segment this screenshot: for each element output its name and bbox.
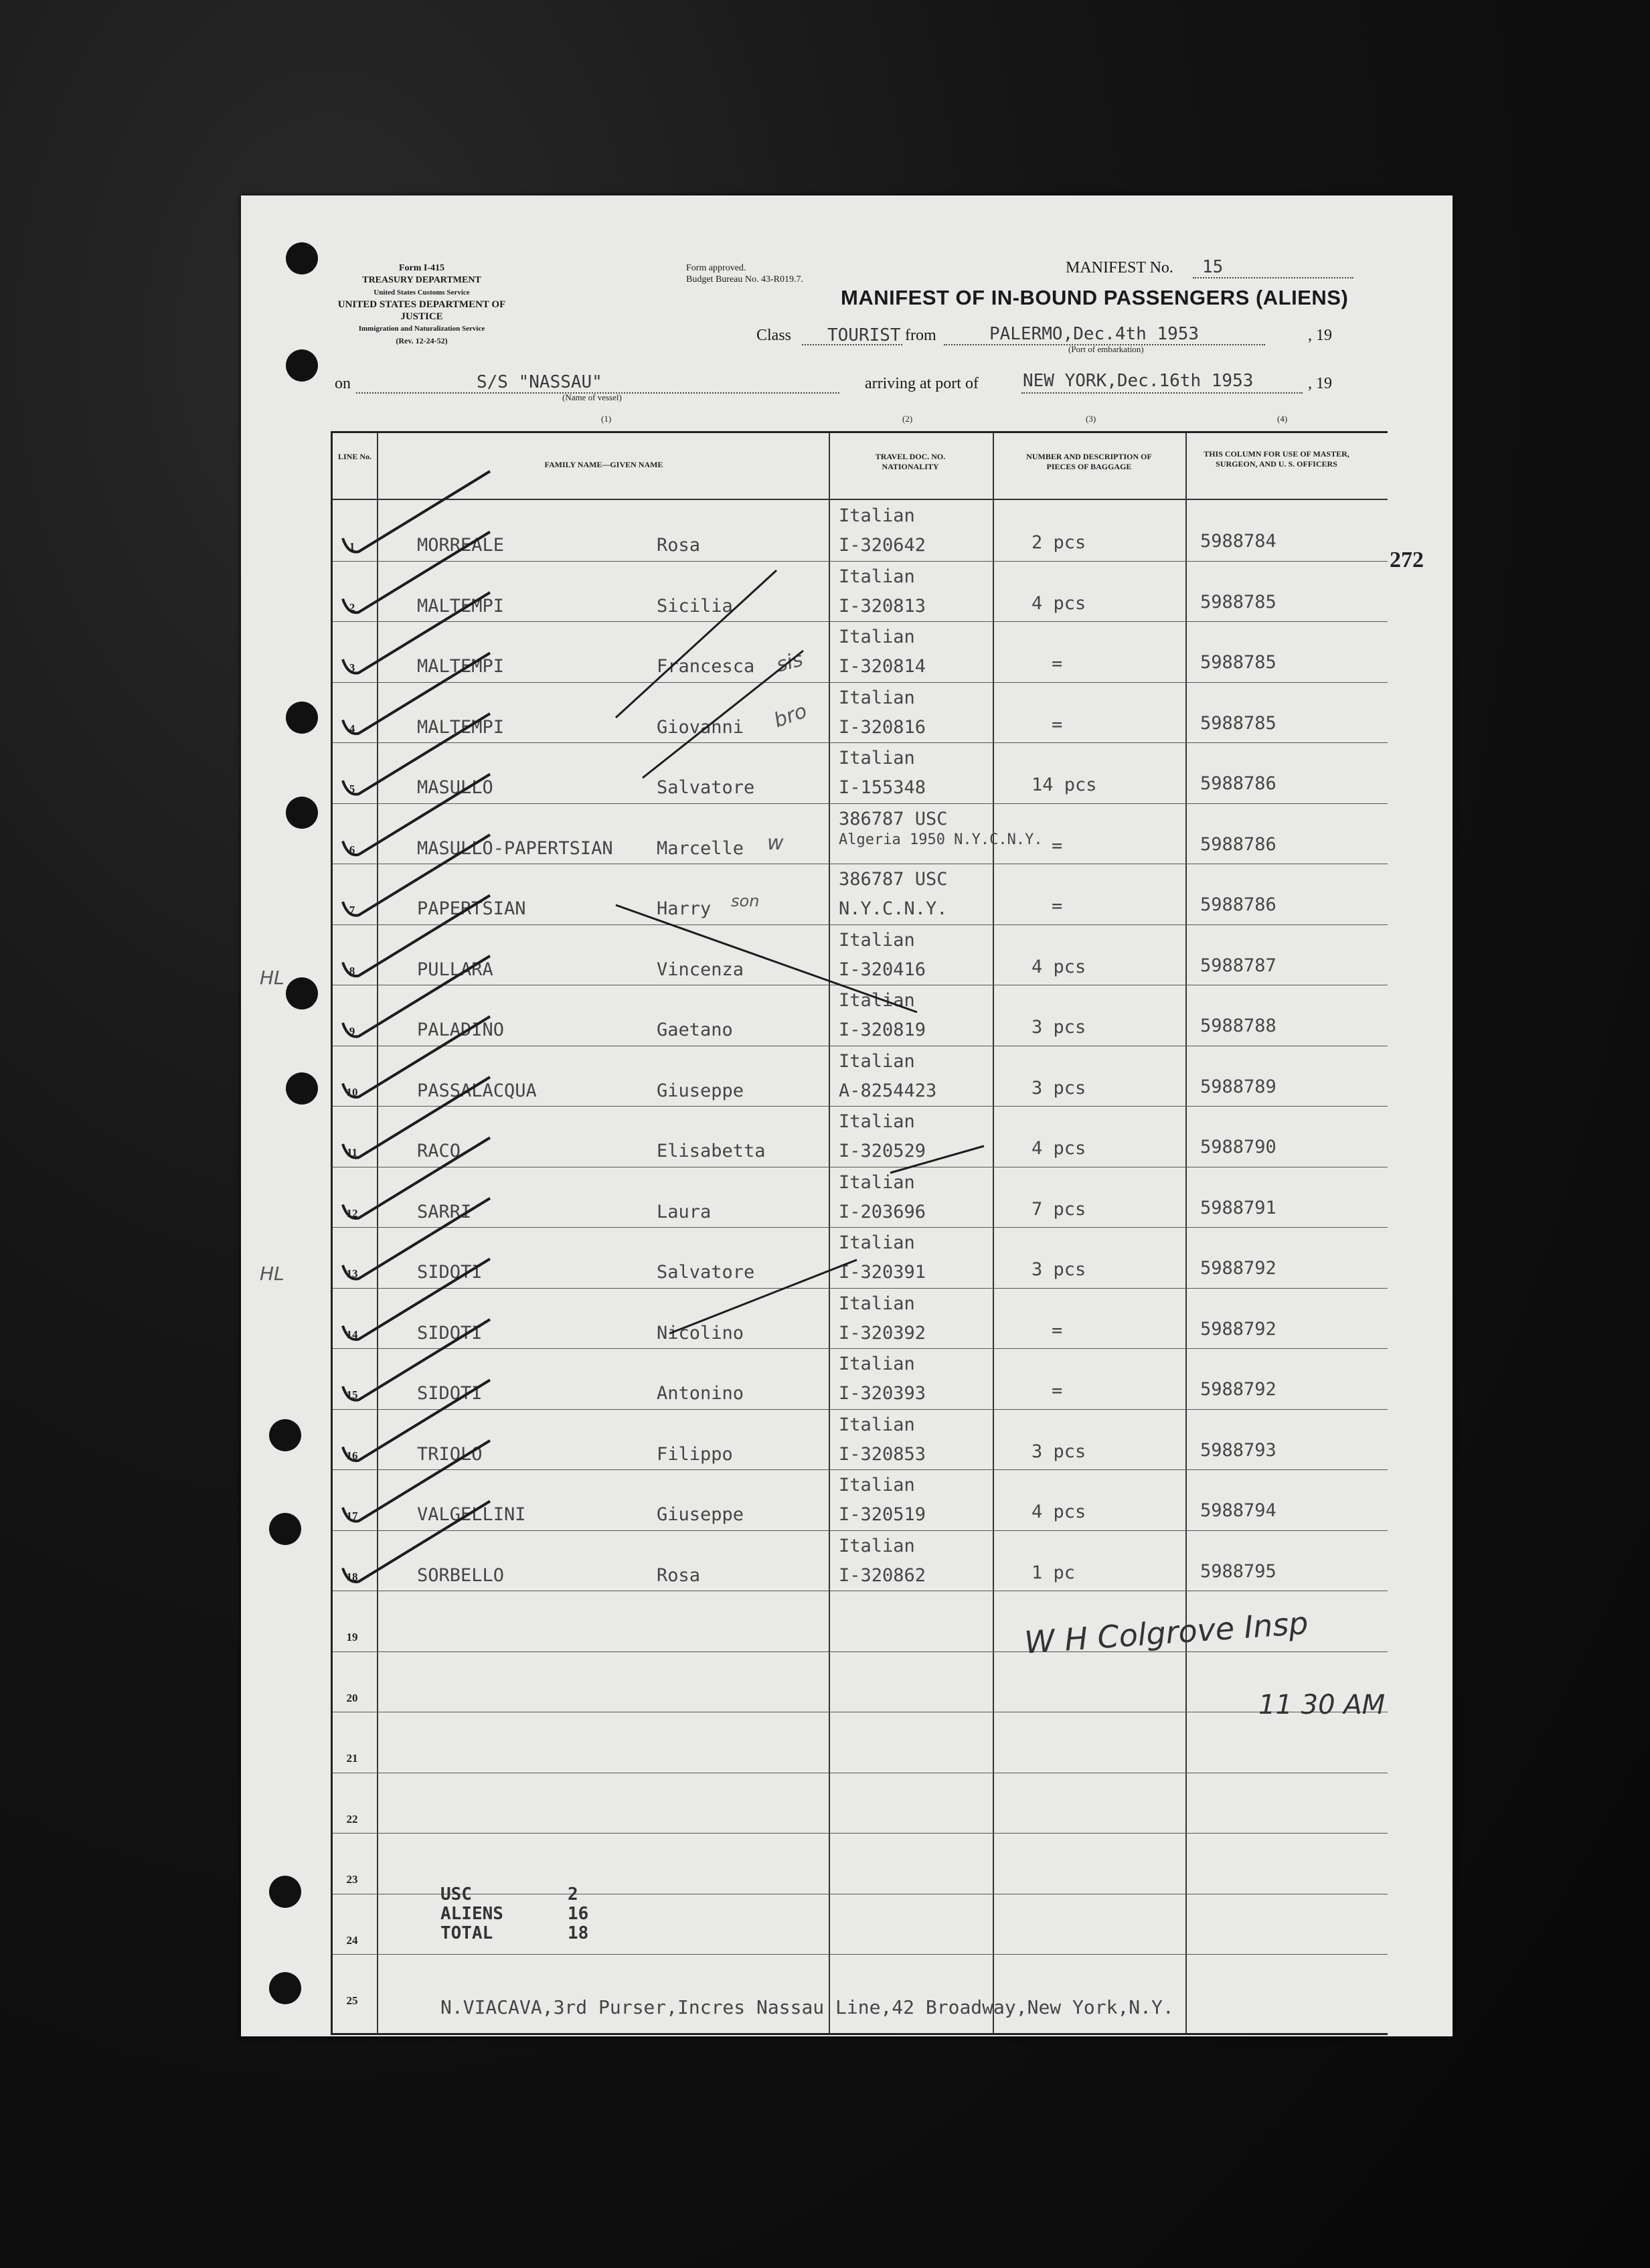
officer-number: 5988794 (1200, 1500, 1276, 1521)
line-number: 21 (346, 1752, 358, 1765)
travel-doc-no: I-320391 (839, 1262, 926, 1283)
family-name: MALTEMPI (417, 716, 505, 738)
given-name: Rosa (657, 535, 701, 556)
manifest-title: MANIFEST OF IN-BOUND PASSENGERS (ALIENS) (841, 286, 1349, 309)
row-rule (333, 1530, 1388, 1531)
vessel-note: (Name of vessel) (562, 392, 622, 402)
family-name: PALADINO (417, 1020, 505, 1040)
annotation-w: w (767, 831, 784, 855)
nationality: Italian (839, 1414, 915, 1435)
page-ref-number: 272 (1390, 548, 1424, 572)
baggage: 3 pcs (1032, 1017, 1086, 1038)
baggage: = (1052, 714, 1063, 735)
line-number: 7 (349, 904, 355, 916)
nationality: Italian (839, 1475, 915, 1495)
travel-doc-no: I-320819 (839, 1020, 926, 1040)
col-num-1: (1) (601, 414, 612, 424)
line-number: 20 (346, 1691, 358, 1704)
customs-service: United States Customs Service (374, 289, 470, 297)
passenger-table (331, 431, 1388, 2035)
nationality: Italian (839, 1354, 915, 1374)
family-name: RACO (417, 1141, 461, 1161)
aliens-label: ALIENS (440, 1904, 503, 1924)
row-rule (333, 803, 1388, 804)
arrival-value: NEW YORK,Dec.16th 1953 (1023, 371, 1254, 391)
given-name: Antonino (657, 1383, 744, 1404)
officer-number: 5988786 (1200, 833, 1276, 855)
nationality: Italian (839, 748, 915, 768)
line-number: 16 (346, 1449, 358, 1462)
family-name: MORREALE (417, 535, 505, 556)
officer-number: 5988785 (1200, 712, 1276, 734)
line-number: 23 (346, 1873, 358, 1886)
line-number: 2 (349, 600, 355, 614)
header-line-no: LINE No. (337, 452, 372, 461)
travel-doc-no: I-320853 (839, 1443, 926, 1465)
nationality: Italian (839, 990, 915, 1011)
line-number: 4 (349, 722, 355, 735)
officer-number: 5988786 (1200, 773, 1276, 794)
year-suffix: , 19 (1308, 327, 1332, 344)
travel-doc-no: N.Y.C.N.Y. (839, 898, 948, 919)
officer-number: 5988785 (1200, 652, 1276, 673)
manifest-sheet (241, 195, 1453, 2036)
treasury-dept: TREASURY DEPARTMENT (362, 275, 481, 285)
punch-hole (286, 242, 318, 274)
row-rule (333, 1954, 1388, 1955)
budget-text: Budget Bureau No. 43-R019.7. (686, 274, 803, 285)
nationality: Italian (839, 1232, 915, 1253)
row-rule (333, 1409, 1388, 1410)
travel-doc-no: I-320813 (839, 595, 926, 617)
nationality: Italian (839, 1171, 915, 1193)
line-number: 3 (349, 661, 355, 674)
header-travel: TRAVEL DOC. NO. NATIONALITY (875, 452, 946, 471)
row-rule (333, 742, 1388, 743)
nationality: Italian (839, 1293, 915, 1314)
punch-hole (286, 702, 318, 734)
col-num-3: (3) (1086, 414, 1096, 424)
form-number: Form I-415 (398, 263, 445, 273)
travel-doc-no: Algeria 1950 N.Y.C.N.Y. (839, 831, 1043, 848)
row-rule (333, 1348, 1388, 1349)
family-name: MALTEMPI (417, 595, 505, 617)
officer-number: 5988791 (1200, 1197, 1276, 1218)
line-number: 24 (346, 1933, 358, 1947)
header-name: FAMILY NAME—GIVEN NAME (544, 460, 663, 469)
line-number: 17 (346, 1510, 358, 1522)
inspector-signature: W H Colgrove Insp (1023, 1605, 1310, 1661)
ins-service: Immigration and Naturalization Service (358, 325, 485, 333)
manifest-no-label: MANIFEST No. (1066, 259, 1173, 276)
given-name: Salvatore (657, 1262, 755, 1283)
nationality: Italian (839, 929, 915, 951)
punch-hole (286, 797, 318, 829)
line-number: 10 (346, 1085, 358, 1099)
baggage: 3 pcs (1032, 1441, 1086, 1462)
family-name: SARRI (417, 1201, 472, 1222)
given-name: Giuseppe (657, 1504, 744, 1525)
travel-doc-no: I-320392 (839, 1322, 926, 1344)
officer-number: 5988784 (1200, 531, 1276, 552)
class-value: TOURIST (827, 325, 901, 345)
given-name: Marcelle (657, 837, 744, 859)
officer-number: 5988795 (1200, 1560, 1276, 1582)
line-number: 5 (349, 783, 355, 795)
given-name: Laura (657, 1201, 712, 1222)
totals-block (440, 1885, 588, 1943)
baggage: 2 pcs (1032, 532, 1086, 553)
row-rule (333, 1288, 1388, 1289)
given-name: Francesca (657, 656, 755, 677)
family-name: SIDOTI (417, 1322, 483, 1344)
line-number: 18 (346, 1570, 358, 1583)
port-embark-note: (Port of embarkation) (1068, 344, 1144, 354)
usc-count: 2 (568, 1884, 578, 1905)
family-name: MASULLO-PAPERTSIAN (417, 837, 613, 859)
col-divider (1185, 433, 1187, 2033)
col-num-2: (2) (902, 414, 913, 424)
officer-number: 5988792 (1200, 1318, 1276, 1340)
officer-number: 5988792 (1200, 1379, 1276, 1400)
inspection-time: 11 30 AM (1258, 1690, 1386, 1720)
nationality: Italian (839, 1111, 915, 1132)
line-number: 25 (346, 1994, 358, 2007)
travel-doc-no: I-320814 (839, 656, 926, 677)
nationality: Italian (839, 1050, 915, 1072)
nationality: Italian (839, 1535, 915, 1556)
form-approval (686, 262, 803, 285)
family-name: PASSALACQUA (417, 1080, 537, 1101)
travel-doc-no: I-155348 (839, 777, 926, 798)
row-rule (333, 561, 1388, 562)
given-name: Nicolino (657, 1322, 744, 1344)
row-rule (333, 1106, 1388, 1107)
baggage: 4 pcs (1032, 1138, 1086, 1159)
given-name: Sicilia (657, 595, 733, 617)
family-name: MASULLO (417, 777, 493, 798)
punch-hole (269, 1972, 301, 2004)
margin-note-hl: HL (260, 967, 284, 989)
row-rule (333, 682, 1388, 683)
baggage: 3 pcs (1032, 1259, 1086, 1280)
nationality: Italian (839, 566, 915, 587)
line-number: 22 (346, 1812, 358, 1826)
line-number: 12 (346, 1206, 358, 1220)
travel-doc-no: I-320416 (839, 959, 926, 980)
baggage: 4 pcs (1032, 1502, 1086, 1522)
family-name: SIDOTI (417, 1262, 483, 1283)
family-name: VALGELLINI (417, 1504, 526, 1525)
given-name: Salvatore (657, 777, 755, 798)
travel-doc-no: I-320816 (839, 716, 926, 738)
travel-doc-no: I-320529 (839, 1141, 926, 1161)
line-number: 1 (349, 540, 355, 553)
nationality: Italian (839, 627, 915, 647)
nationality: Italian (839, 687, 915, 708)
row-rule (333, 1227, 1388, 1228)
row-rule (333, 924, 1388, 925)
officer-number: 5988793 (1200, 1439, 1276, 1461)
punch-hole (269, 1876, 301, 1908)
baggage: = (1052, 653, 1063, 674)
given-name: Gaetano (657, 1020, 733, 1040)
col-num-4: (4) (1277, 414, 1288, 424)
officer-number: 5988785 (1200, 591, 1276, 613)
baggage: 14 pcs (1032, 775, 1097, 795)
line-number: 9 (349, 1025, 355, 1038)
family-name: MALTEMPI (417, 656, 505, 677)
row-rule (333, 1833, 1388, 1834)
officer-number: 5988787 (1200, 955, 1276, 976)
family-name: PAPERTSIAN (417, 898, 526, 919)
vessel-name: S/S "NASSAU" (477, 372, 602, 392)
travel-doc-no: I-203696 (839, 1201, 926, 1222)
baggage: 4 pcs (1032, 956, 1086, 977)
usc-label: USC (440, 1884, 472, 1905)
punch-hole (269, 1513, 301, 1545)
officer-number: 5988788 (1200, 1016, 1276, 1036)
row-rule (333, 1651, 1388, 1652)
annotation-bro: bro (770, 699, 811, 733)
baggage: = (1052, 896, 1063, 916)
travel-doc-no: I-320642 (839, 535, 926, 556)
total-label: TOTAL (440, 1923, 493, 1943)
family-name: SORBELLO (417, 1564, 505, 1586)
punch-hole (286, 977, 318, 1009)
line-number: 15 (346, 1388, 358, 1401)
margin-note-hl: HL (260, 1263, 284, 1285)
baggage: = (1052, 1319, 1063, 1341)
officer-number: 5988789 (1200, 1076, 1276, 1097)
from-value: PALERMO,Dec.4th 1953 (989, 324, 1200, 344)
line-number: 14 (346, 1327, 358, 1341)
header-rule (333, 499, 1388, 500)
line-number: 13 (346, 1267, 358, 1280)
travel-doc-no: A-8254423 (839, 1080, 937, 1101)
revision: (Rev. 12-24-52) (396, 336, 448, 345)
row-rule (333, 621, 1388, 622)
officer-number: 5988786 (1200, 894, 1276, 915)
col-divider (377, 433, 378, 2033)
baggage: 1 pc (1032, 1562, 1076, 1583)
form-header-left (321, 262, 522, 347)
baggage: = (1052, 835, 1063, 856)
year-suffix-2: , 19 (1308, 375, 1332, 392)
family-name: PULLARA (417, 959, 493, 980)
from-label: from (905, 327, 936, 344)
aliens-count: 16 (568, 1904, 589, 1924)
line-number: 8 (349, 964, 355, 977)
header-baggage: NUMBER AND DESCRIPTION OF PIECES OF BAGGAGE (1026, 452, 1152, 471)
col-divider (993, 433, 994, 2033)
given-name: Rosa (657, 1564, 701, 1586)
punch-hole (269, 1419, 301, 1451)
given-name: Elisabetta (657, 1141, 766, 1161)
baggage: 4 pcs (1032, 592, 1086, 614)
manifest-no-line (1193, 277, 1353, 278)
purser-footer: N.VIACAVA,3rd Purser,Incres Nassau Line,42 Broadway,New York,N.Y. (440, 1996, 1174, 2018)
given-name: Giuseppe (657, 1080, 744, 1101)
punch-hole (286, 349, 318, 382)
given-name: Filippo (657, 1443, 733, 1465)
family-name: TRIOLO (417, 1443, 483, 1465)
officer-number: 5988790 (1200, 1137, 1276, 1157)
given-name: Harry (657, 898, 712, 919)
line-number: 19 (346, 1631, 358, 1643)
total-count: 18 (568, 1923, 589, 1943)
col-divider (829, 433, 830, 2033)
annotation-son: son (731, 892, 760, 910)
manifest-no-value: 15 (1202, 257, 1224, 277)
line-number: 11 (346, 1146, 358, 1159)
approved-text: Form approved. (686, 263, 746, 273)
line-number: 6 (349, 843, 355, 856)
arriving-label: arriving at port of (865, 375, 979, 392)
travel-doc-no: I-320393 (839, 1383, 926, 1404)
nationality: Italian (839, 505, 915, 526)
travel-doc-no: I-320519 (839, 1504, 926, 1525)
officer-number: 5988792 (1200, 1258, 1276, 1279)
on-label: on (335, 375, 351, 392)
given-name: Giovanni (657, 716, 744, 738)
nationality: 386787 USC (839, 869, 948, 890)
annotation-sis: sis (774, 647, 806, 677)
class-label: Class (756, 327, 792, 344)
family-name: SIDOTI (417, 1383, 483, 1404)
baggage: = (1052, 1380, 1063, 1401)
nationality: 386787 USC (839, 808, 948, 829)
arrival-line (1021, 392, 1303, 394)
justice-dept: UNITED STATES DEPARTMENT OF JUSTICE (337, 299, 506, 322)
header-officers: THIS COLUMN FOR USE OF MASTER, SURGEON, AND U. S. OFFICERS (1204, 449, 1349, 469)
baggage: 3 pcs (1032, 1077, 1086, 1099)
baggage: 7 pcs (1032, 1198, 1086, 1220)
punch-hole (286, 1072, 318, 1105)
row-rule (333, 1469, 1388, 1470)
travel-doc-no: I-320862 (839, 1564, 926, 1586)
given-name: Vincenza (657, 959, 744, 980)
